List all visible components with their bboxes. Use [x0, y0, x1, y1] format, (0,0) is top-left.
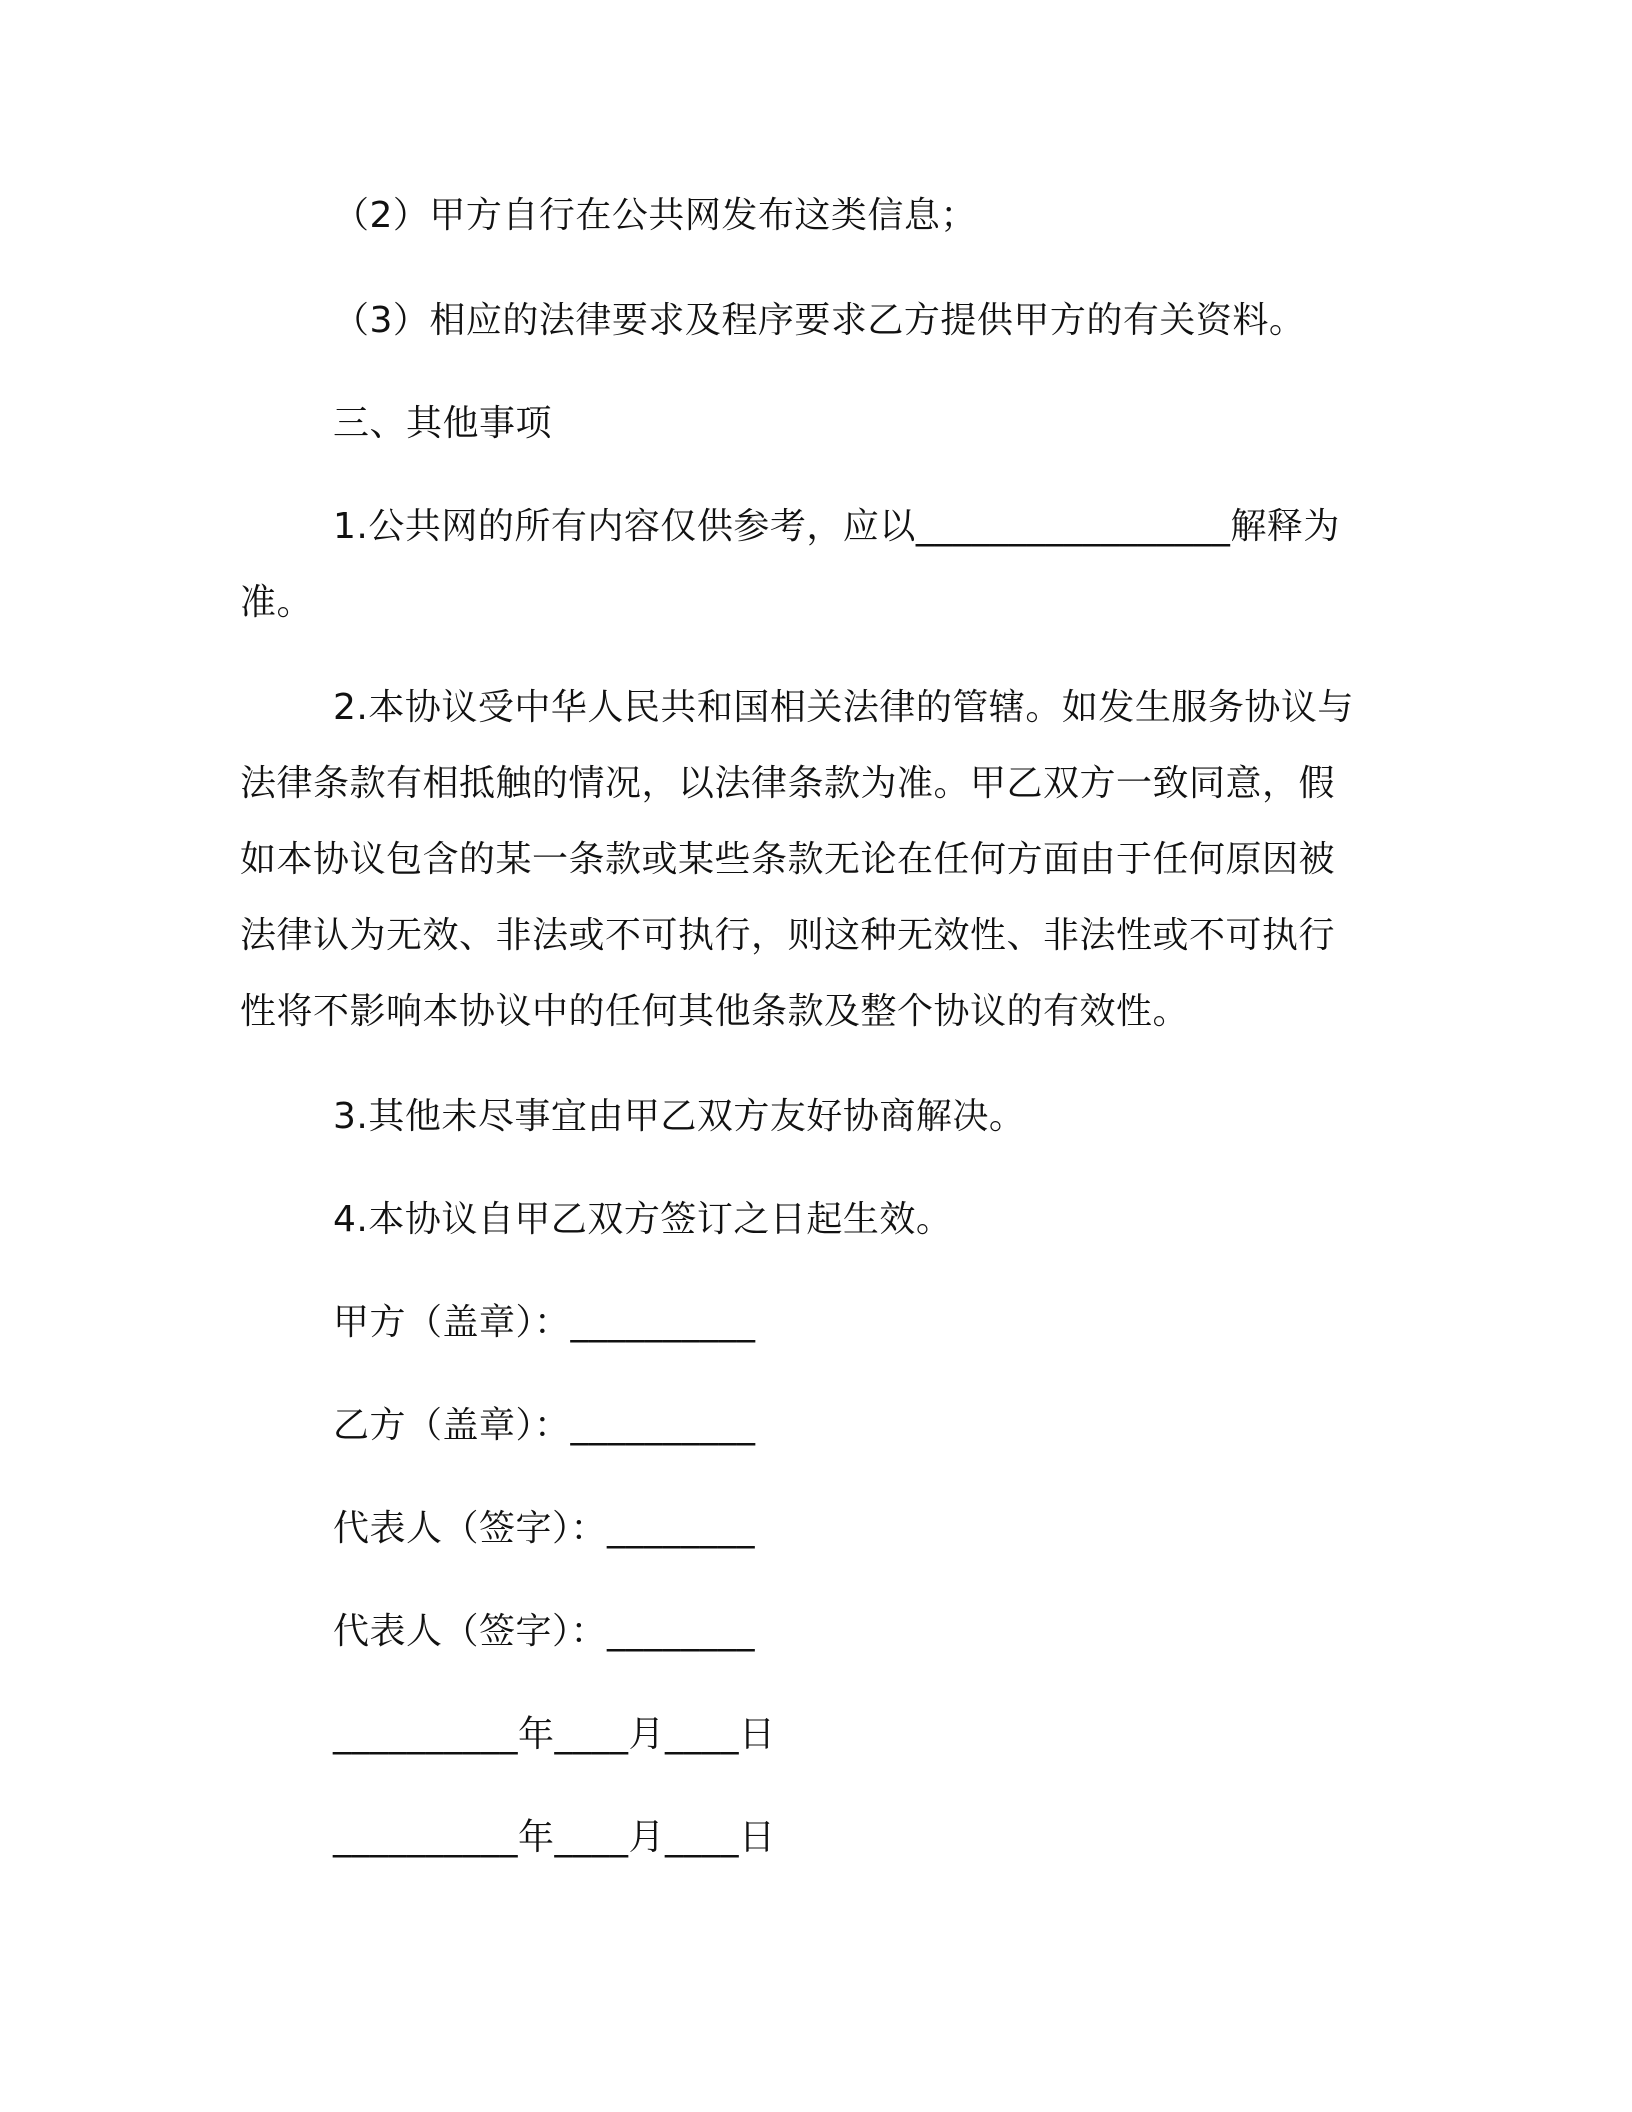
section-heading: 三、其他事项	[333, 403, 553, 444]
list-item-3: （3）相应的法律要求及程序要求乙方提供甲方的有关资料。	[333, 300, 1306, 341]
list-item-2: （2）甲方自行在公共网发布这类信息；	[333, 195, 977, 236]
clause-4: 4.本协议自甲乙双方签订之日起生效。	[333, 1199, 953, 1240]
party-a-seal-line: 甲方（盖章）：__________	[333, 1302, 756, 1343]
clause-2-line-2: 法律条款有相抵触的情况，以法律条款为准。甲乙双方一致同意，假	[240, 763, 1336, 804]
clause-2-line-5: 性将不影响本协议中的任何其他条款及整个协议的有效性。	[240, 991, 1190, 1032]
date-line-a: __________年____月____日	[333, 1714, 776, 1755]
clause-2-line-1: 2.本协议受中华人民共和国相关法律的管辖。如发生服务协议与	[333, 687, 1354, 728]
clause-2-line-3: 如本协议包含的某一条款或某些条款无论在任何方面由于任何原因被	[240, 839, 1336, 880]
clause-1-line-1: 1.公共网的所有内容仅供参考，应以_________________解释为	[333, 506, 1340, 547]
representative-b-signature-line: 代表人（签字）：________	[333, 1611, 756, 1652]
clause-2-line-4: 法律认为无效、非法或不可执行，则这种无效性、非法性或不可执行	[240, 915, 1336, 956]
clause-1-line-2: 准。	[240, 582, 314, 623]
date-line-b: __________年____月____日	[333, 1817, 776, 1858]
representative-a-signature-line: 代表人（签字）：________	[333, 1508, 756, 1549]
party-b-seal-line: 乙方（盖章）：__________	[333, 1405, 756, 1446]
clause-3: 3.其他未尽事宜由甲乙双方友好协商解决。	[333, 1096, 1026, 1137]
